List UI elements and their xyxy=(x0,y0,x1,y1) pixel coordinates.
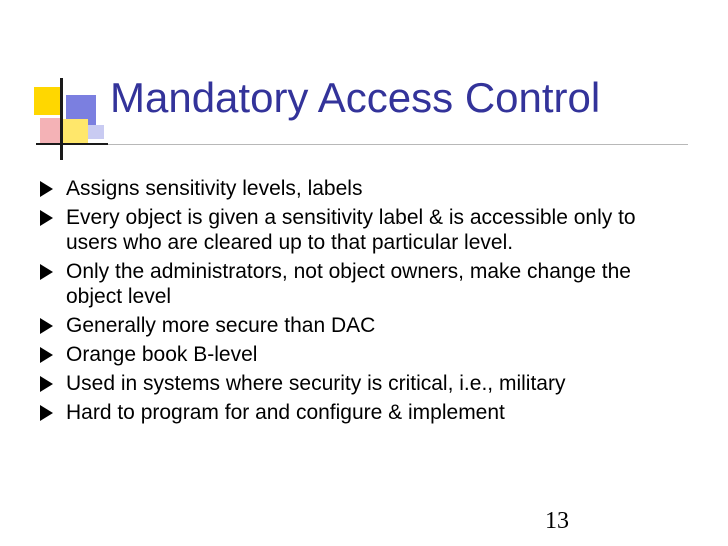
triangle-bullet-icon xyxy=(40,376,53,392)
bullet-text: Every object is given a sensitivity label & is accessible only to users who are cleared up to that particular level. xyxy=(66,206,636,254)
bullet-item xyxy=(38,205,688,255)
bullet-item xyxy=(38,342,688,367)
triangle-bullet-icon xyxy=(40,318,53,334)
triangle-bullet-icon xyxy=(40,264,53,280)
bullet-list xyxy=(38,176,688,429)
bullet-text: Generally more secure than DAC xyxy=(66,314,376,337)
bullet-item xyxy=(38,371,688,396)
logo-light-blue-square xyxy=(88,125,104,139)
bullet-text: Used in systems where security is critical, i.e., military xyxy=(66,372,566,395)
triangle-bullet-icon xyxy=(40,181,53,197)
triangle-bullet-icon xyxy=(40,210,53,226)
page-number: 13 xyxy=(545,508,569,534)
bullet-text: Only the administrators, not object owners, make change the object level xyxy=(66,260,631,308)
logo-light-yellow-square xyxy=(62,119,88,143)
logo-vertical-line xyxy=(60,78,63,160)
logo-horizontal-line xyxy=(36,143,108,145)
colored-squares-logo-icon xyxy=(0,0,110,170)
bullet-item xyxy=(38,313,688,338)
bullet-text: Assigns sensitivity levels, labels xyxy=(66,177,363,200)
logo-yellow-square xyxy=(34,87,62,115)
bullet-text: Hard to program for and configure & implement xyxy=(66,401,505,424)
logo-pink-square xyxy=(40,118,62,144)
bullet-item xyxy=(38,176,688,201)
triangle-bullet-icon xyxy=(40,405,53,421)
slide-title: Mandatory Access Control xyxy=(110,74,601,121)
triangle-bullet-icon xyxy=(40,347,53,363)
title-underline-rule xyxy=(108,144,688,145)
bullet-item xyxy=(38,400,688,425)
bullet-text: Orange book B-level xyxy=(66,343,258,366)
bullet-item xyxy=(38,259,688,309)
